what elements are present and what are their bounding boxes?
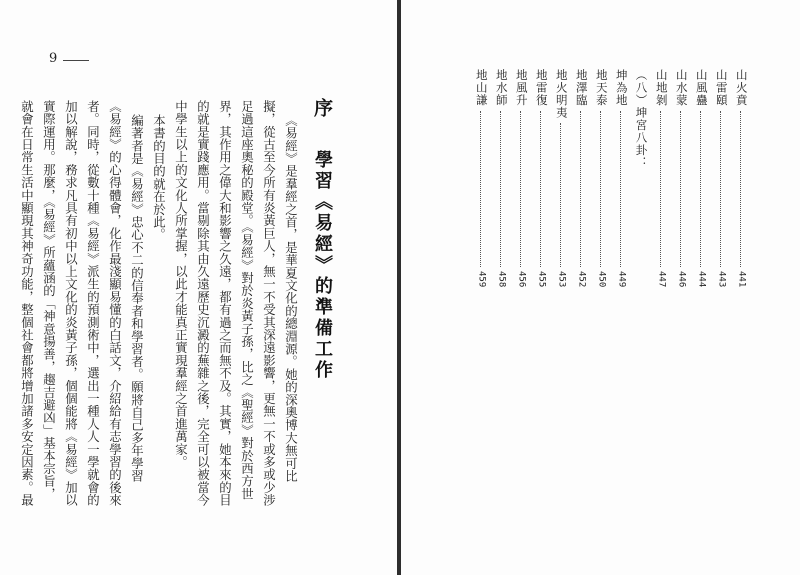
toc-leader-dots: [520, 111, 522, 267]
toc-entry: [534, 69, 548, 287]
body-column-8: 編著者是《易經》忠心不二的信奉者和學習者。願將自己多年學習: [129, 114, 145, 483]
body-column-5: 的就是實踐應用。當剔除其由久遠歷史沉澱的蕪雜之後，完全可以被當今: [195, 100, 211, 507]
toc-label: 地山謙: [474, 69, 489, 107]
toc-entry: [594, 69, 608, 287]
toc-leader-dots: [480, 111, 482, 267]
toc-label: 地天泰: [594, 69, 609, 107]
body-column-10: 者。同時，從數十種《易經》派生的預測術中，選出一種人人一學就會的: [85, 100, 101, 507]
toc-leader-dots: [660, 111, 662, 267]
toc-page-number: 443: [716, 270, 727, 287]
toc-entry: [474, 69, 488, 287]
body-column-12: 實際運用。那麼，《易經》所蘊涵的「神意揚善，趨吉避凶」基本宗旨，: [41, 100, 57, 501]
toc-label: 地雷復: [534, 69, 549, 107]
body-column-1: 《易經》是羣經之首，是華夏文化的總淵源。她的深奧博大無可比: [283, 114, 299, 483]
toc-page-number: 456: [516, 270, 527, 287]
toc-label: 山火賁: [734, 69, 749, 107]
toc-page-number: 458: [496, 270, 507, 287]
toc-page-number: 452: [576, 270, 587, 287]
toc-entry: [734, 69, 748, 287]
toc-entry: [514, 69, 528, 287]
body-column-2: 擬，從古至今所有炎黃巨人，無一不受其深遠影響，更無一不或多或少涉: [261, 100, 277, 507]
body-column-6: 中學生以上的文化人所掌握，以此才能真正實現羣經之首進萬家。: [173, 100, 189, 469]
toc-page-number: 447: [656, 270, 667, 287]
body-column-7: 本書的目的就在於此。: [151, 114, 167, 241]
toc-label: 山水蒙: [674, 69, 689, 107]
toc-label: 坤為地: [614, 69, 629, 107]
toc-entry: [614, 69, 628, 287]
body-column-13: 就會在日常生活中顯現其神奇功能，整個社會都將增加諸多安定因素。最: [19, 100, 35, 507]
toc-label: 山地剝: [654, 69, 669, 107]
toc-entry: [714, 69, 728, 287]
preface-label: 序: [311, 98, 333, 117]
toc-leader-dots: [560, 123, 562, 267]
toc-label: 山雷頤: [714, 69, 729, 107]
body-column-4: 界，其作用之偉大和影響之久遠，都有過之而無不及。其實，她本來的目: [217, 100, 233, 507]
toc-label: 地火明夷: [554, 69, 569, 119]
left-page: [0, 0, 398, 575]
toc-leader-dots: [580, 111, 582, 267]
toc-leader-dots: [500, 111, 502, 267]
toc-page-number: 449: [616, 270, 627, 287]
chapter-title: 學習《易經》的準備工作: [312, 150, 333, 381]
toc-label: 地風升: [514, 69, 529, 107]
toc-entry: [654, 69, 668, 287]
toc-label: 山風蠱: [694, 69, 709, 107]
toc-page-number: 441: [736, 270, 747, 287]
toc-leader-dots: [620, 111, 622, 267]
body-column-11: 加以解說，務求凡具有初中以上文化的炎黃子孫，個個能將《易經》加以: [63, 100, 79, 507]
page-number: 9: [49, 51, 58, 66]
toc-entry: [674, 69, 688, 287]
toc-leader-dots: [540, 111, 542, 267]
toc-leader-dots: [600, 111, 602, 267]
toc-entry: [574, 69, 588, 287]
body-column-3: 足過這座奧秘的殿堂。《易經》對於炎黃子孫，比之《聖經》對於西方世: [239, 100, 255, 501]
toc-page-number: 450: [596, 270, 607, 287]
toc-page-number: 444: [696, 270, 707, 287]
toc-page-number: 446: [676, 270, 687, 287]
toc-leader-dots: [720, 111, 722, 267]
toc-page-number: 459: [476, 270, 487, 287]
toc-page-number: 453: [556, 270, 567, 287]
toc-entry: [554, 69, 568, 287]
toc-label: 地水師: [494, 69, 509, 107]
toc-entry: [694, 69, 708, 287]
page-number-rule: [63, 60, 89, 61]
toc-entry: [494, 69, 508, 287]
toc-label: 地澤臨: [574, 69, 589, 107]
toc-leader-dots: [680, 111, 682, 267]
toc-leader-dots: [740, 111, 742, 267]
body-column-9: 《易經》的心得體會，化作最淺顯易懂的白話文，介紹給有志學習的後來: [107, 100, 123, 507]
toc-leader-dots: [700, 111, 702, 267]
right-page: [401, 0, 800, 575]
toc-section-heading: （八）坤宮八卦：: [634, 69, 649, 169]
toc-page-number: 455: [536, 270, 547, 287]
